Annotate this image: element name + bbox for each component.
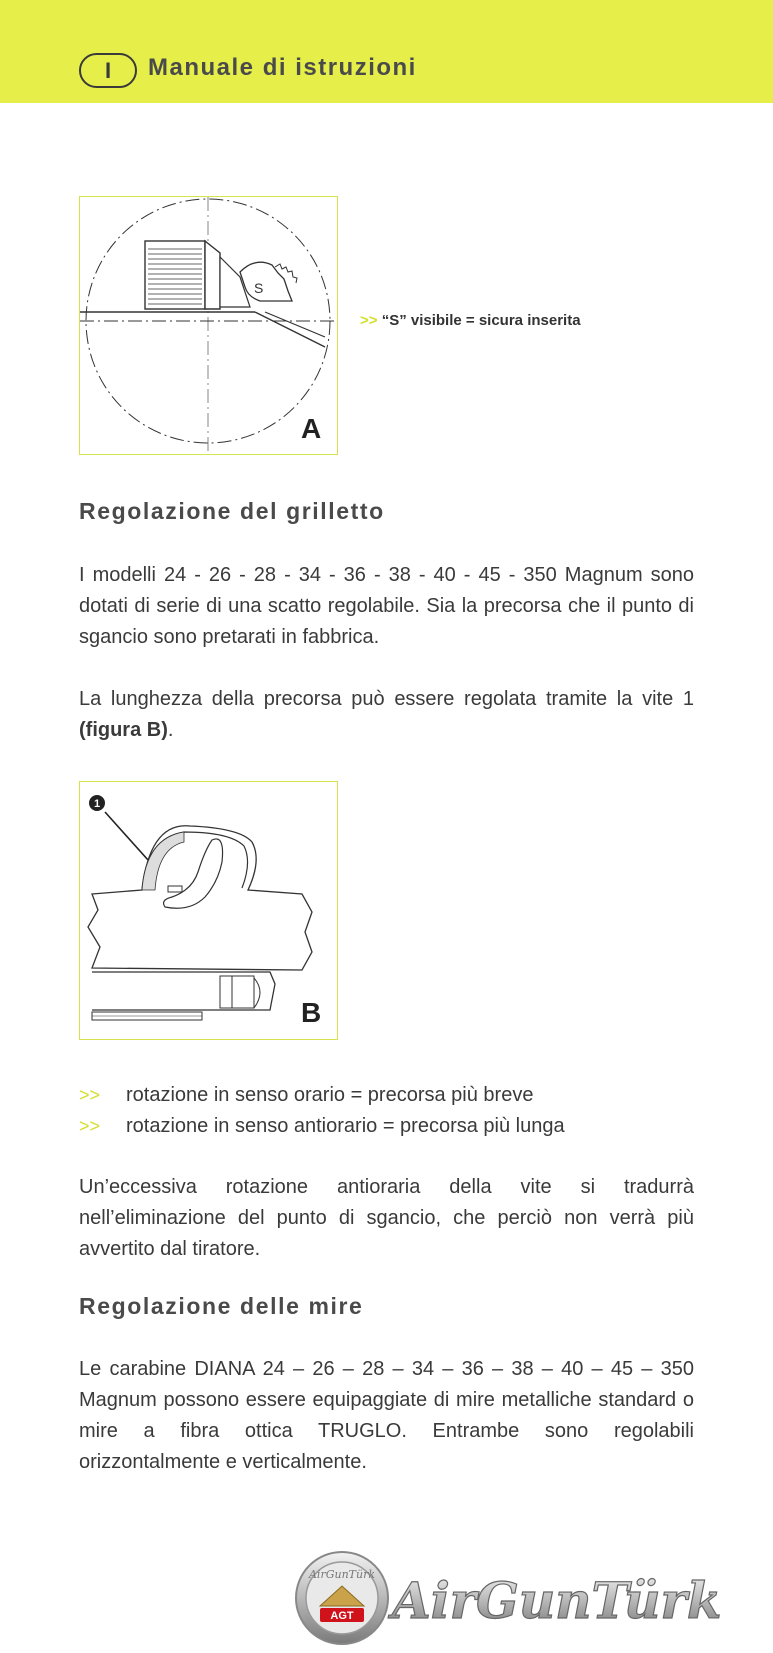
bullet-text: rotazione in senso antiorario = precorsa più lunga <box>126 1115 565 1137</box>
heading-trigger-adjustment: Regolazione del grilletto <box>79 498 385 524</box>
language-badge: I <box>79 53 137 88</box>
figure-b-trigger <box>79 781 338 1040</box>
paragraph-models: I modelli 24 - 26 - 28 - 34 - 36 - 38 - 40 - 45 - 350 Magnum sono dotati di serie di una scatto regolabile. Sia la precorsa che il punto di sgancio sono pretarati in fabbrica. <box>79 564 694 648</box>
paragraph-warning: Un’eccessiva rotazione antioraria della vite si tradurrà nell’eliminazione del punto di sgancio, che perciò non verrà più avvertito dal tiratore. <box>79 1176 694 1260</box>
figure-a-letter: A <box>301 413 322 444</box>
manual-title: Manuale di istruzioni <box>148 54 417 81</box>
header-bar <box>0 0 773 103</box>
list-item <box>79 1111 565 1142</box>
heading-sights-adjustment: Regolazione delle mire <box>79 1293 364 1319</box>
bullet-marker: >> <box>79 1116 101 1136</box>
watermark-logo-graphic <box>290 1548 770 1648</box>
figure-a-caption <box>360 312 581 329</box>
badge-text: AGT <box>330 1610 354 1622</box>
caption-text: “S” visibile = sicura inserita <box>381 312 581 329</box>
pretravel-end: . <box>167 719 174 741</box>
figure-a-safety <box>79 196 338 455</box>
safety-illustration <box>80 197 336 453</box>
wordmark-text: AirGunTürk <box>392 1571 722 1630</box>
list-item <box>79 1080 565 1111</box>
rotation-list <box>79 1080 565 1142</box>
bullet-text: rotazione in senso orario = precorsa più breve <box>126 1084 534 1106</box>
callout-number: 1 <box>93 798 101 810</box>
bullet-marker: >> <box>79 1085 101 1105</box>
figure-b-letter: B <box>301 997 322 1028</box>
paragraph-sights: Le carabine DIANA 24 – 26 – 28 – 34 – 36 – 38 – 40 – 45 – 350 Magnum possono essere equipaggiate di mire metalliche standard o mire a fibra ottica TRUGLO. Entrambe sono regolabili orizzontalmente e verticalmente. <box>79 1358 694 1473</box>
figure-reference: (figura B) <box>79 719 168 741</box>
caption-marker: >> <box>360 312 378 329</box>
badge-arc-text: AirGunTürk <box>308 1568 376 1581</box>
trigger-illustration <box>80 782 336 1038</box>
svg-text:S: S <box>254 280 264 296</box>
airgunturk-watermark <box>290 1548 770 1653</box>
paragraph-pretravel <box>79 684 694 746</box>
pretravel-text: La lunghezza della precorsa può essere regolata tramite la vite 1 <box>79 688 694 710</box>
